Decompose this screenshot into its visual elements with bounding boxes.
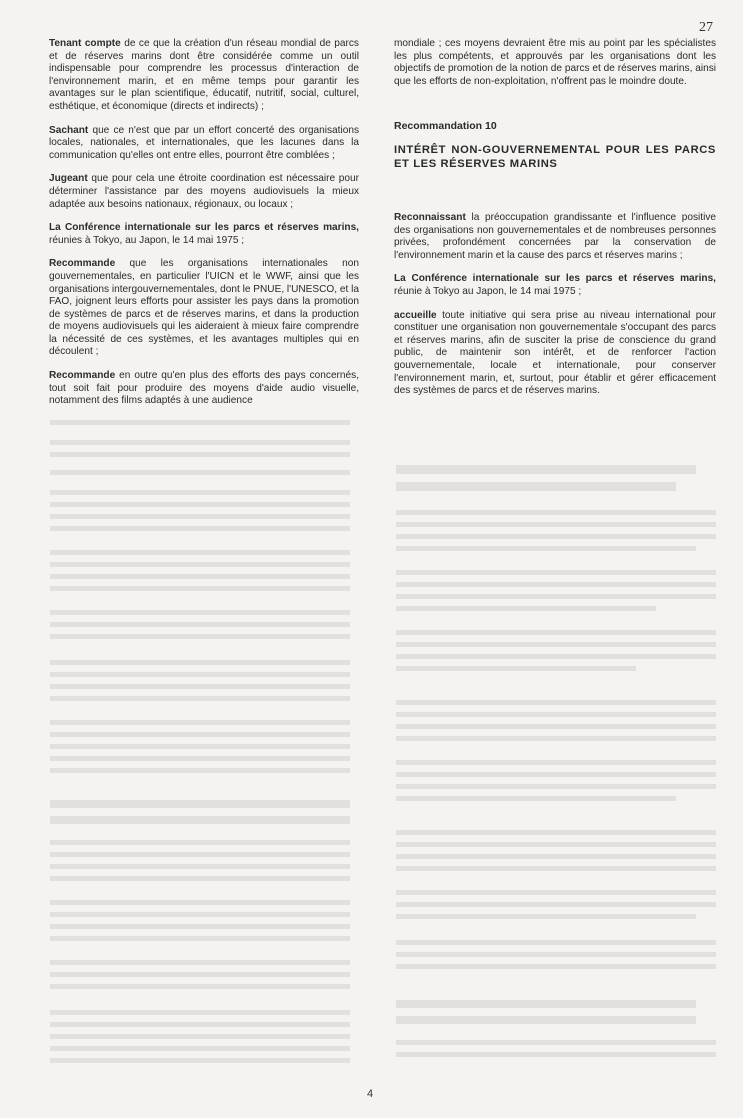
paragraph-keyword: La Conférence internationale sur les parcs et réserves marins, (49, 222, 359, 234)
paragraph-keyword: Recommande (49, 258, 116, 270)
paragraph-keyword: Tenant compte (49, 38, 121, 49)
paragraph-keyword: accueille (394, 309, 437, 321)
paragraph-conference (49, 222, 359, 247)
recommendation-heading: Recommandation 10 (394, 120, 497, 133)
paragraph-text: réunie à Tokyo au Japon, le 14 mai 1975 ; (394, 285, 582, 297)
paragraph-accueille (394, 310, 716, 398)
page-number-top: 27 (699, 20, 713, 35)
paragraph-text: que ce n'est que par un effort concerté des organisations locales, nationales, et internationales, que les lacunes dans la communication qu'elles ont entre elles, pourront être comblées ; (49, 124, 359, 161)
paragraph-text: que pour cela une étroite coordination est nécessaire pour déterminer l'assistance par des moyens audiovisuels la mieux adaptée aux besoins nationaux, régionaux, ou locaux ; (49, 173, 359, 210)
paragraph-tenant-compte (49, 38, 359, 114)
paragraph-text: la préoccupation grandissante et l'influence positive des organisations non gouvernementales et de nombreuses personnes privées, profondément concernées par la conservation de l'environnement marin et la cause des parcs et réserves marins ; (394, 211, 716, 261)
paragraph-text: que les organisations internationales non gouvernementales, en particulier l'UICN et le WWF, ainsi que les organisations intergouvernementales, dont le PNUE, l'UNESCO, et la FAO, joignent leurs efforts pour assister les pays dans la promotion de systèmes de parcs et de réserves marins, et dans la production de moyens audiovisuels qui les aideraient à mieux faire comprendre la nécessité de ces systèmes, et les avantages multiples qui en découlent ; (49, 258, 359, 358)
paragraph-keyword: Jugeant (49, 173, 88, 185)
paragraph-keyword: Reconnaissant (394, 211, 466, 223)
paragraph-recommande (49, 258, 359, 359)
paragraph-text: en outre qu'en plus des efforts des pays concernés, tout soit fait pour produire des moyens d'aide audio visuelle, notamment des films adaptés à une audience (49, 370, 359, 407)
paragraph-keyword: Recommande (49, 370, 116, 382)
left-column (49, 38, 359, 419)
paragraph-recommande-en-outre (49, 370, 359, 408)
paragraph-continuation: mondiale ; ces moyens devraient être mis au point par les spécialistes les plus compétents, et approuvés par les organisations dont les objectifs de promotion de la notion de parcs et de réserves marins, ainsi que les efforts de non-exploitation, n'offrent pas le moindre doute. (394, 38, 716, 87)
paragraph-conference (394, 273, 716, 298)
paragraph-keyword: La Conférence internationale sur les parcs et réserves marins, (394, 273, 716, 285)
paragraph-text: toute initiative qui sera prise au niveau international pour constituer une organisation non gouvernementale s'occupant des parcs et réserves marins, afin de susciter la prise de conscience du grand public, de maintenir son intérêt, et de renforcer l'action gouvernementale, locale et internationale, pour conserver l'environnement marin, et, surtout, pour établir et gérer efficacement des systèmes de parcs et de réserves marins. (394, 309, 716, 397)
paragraph-sachant (49, 125, 359, 163)
right-column (394, 38, 716, 409)
paragraph-text: de ce que la création d'un réseau mondial de parcs et de réserves marins dont être considérée comme un outil indispensable pour comprendre les processus d'interaction de l'environnement marin, et en même temps pour garantir les avantages sur le plan scientifique, éducatif, nutritif, social, culturel, esthétique, et économique (directs et indirects) ; (49, 38, 359, 112)
paragraph-text: réunies à Tokyo, au Japon, le 14 mai 1975 ; (49, 234, 245, 246)
recommendation-title: INTÉRÊT NON-GOUVERNEMENTAL POUR LES PARCS ET LES RÉSERVES MARINS (394, 143, 716, 171)
paragraph-keyword: Sachant (49, 124, 89, 136)
paragraph-reconnaissant (394, 212, 716, 262)
paragraph-jugeant (49, 173, 359, 211)
page-number-bottom: 4 (367, 1088, 374, 1100)
